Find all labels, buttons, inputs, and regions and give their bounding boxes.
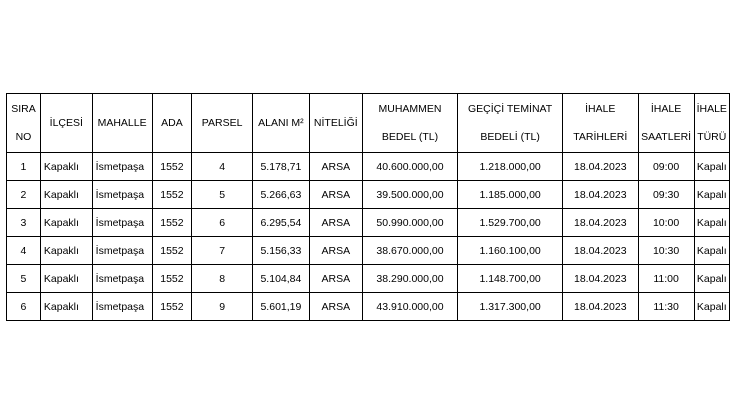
- header-label: MUHAMMEN: [378, 103, 442, 115]
- cell-alan: 6.295,54: [252, 209, 309, 237]
- cell-ihale-tarihi: 18.04.2023: [562, 237, 638, 265]
- header-ihale-tarihleri: [562, 94, 638, 153]
- cell-ihale-turu: Kapalı: [694, 237, 729, 265]
- header-label: PARSEL: [201, 117, 243, 129]
- header-parsel: [192, 94, 253, 153]
- header-label: GEÇİÇİ TEMİNAT: [468, 103, 553, 115]
- cell-nitelik: ARSA: [309, 265, 362, 293]
- cell-ilce: Kapaklı: [40, 153, 92, 181]
- cell-mahalle: İsmetpaşa: [92, 153, 152, 181]
- cell-ada: 1552: [152, 265, 192, 293]
- header-sira-no: [7, 94, 41, 153]
- cell-parsel: 7: [192, 237, 253, 265]
- cell-mahalle: İsmetpaşa: [92, 265, 152, 293]
- cell-ada: 1552: [152, 293, 192, 321]
- table-row: [7, 265, 730, 293]
- cell-gecici-teminat: 1.529.700,00: [458, 209, 563, 237]
- cell-ilce: Kapaklı: [40, 293, 92, 321]
- cell-gecici-teminat: 1.317.300,00: [458, 293, 563, 321]
- header-label: NİTELİĞİ: [313, 117, 358, 129]
- cell-sira-no: 4: [7, 237, 41, 265]
- cell-gecici-teminat: 1.148.700,00: [458, 265, 563, 293]
- table-row: [7, 293, 730, 321]
- header-label: İHALE: [696, 103, 727, 115]
- cell-ihale-saati: 11:30: [638, 293, 694, 321]
- cell-ihale-turu: Kapalı: [694, 181, 729, 209]
- cell-sira-no: 6: [7, 293, 41, 321]
- cell-alan: 5.104,84: [252, 265, 309, 293]
- cell-sira-no: 1: [7, 153, 41, 181]
- cell-alan: 5.156,33: [252, 237, 309, 265]
- header-row: [7, 94, 730, 153]
- cell-sira-no: 2: [7, 181, 41, 209]
- cell-parsel: 4: [192, 153, 253, 181]
- cell-muhammen-bedel: 38.290.000,00: [362, 265, 458, 293]
- cell-parsel: 6: [192, 209, 253, 237]
- auction-table-wrapper: [6, 93, 730, 321]
- cell-nitelik: ARSA: [309, 209, 362, 237]
- cell-ilce: Kapaklı: [40, 237, 92, 265]
- cell-ada: 1552: [152, 237, 192, 265]
- cell-gecici-teminat: 1.160.100,00: [458, 237, 563, 265]
- cell-ada: 1552: [152, 153, 192, 181]
- cell-ihale-turu: Kapalı: [694, 153, 729, 181]
- cell-muhammen-bedel: 43.910.000,00: [362, 293, 458, 321]
- header-label: ADA: [161, 117, 183, 129]
- cell-sira-no: 3: [7, 209, 41, 237]
- header-label: BEDEL (TL): [381, 131, 439, 143]
- cell-mahalle: İsmetpaşa: [92, 181, 152, 209]
- header-label: SAATLERİ: [641, 131, 692, 143]
- cell-ilce: Kapaklı: [40, 181, 92, 209]
- table-row: [7, 209, 730, 237]
- cell-ihale-saati: 09:00: [638, 153, 694, 181]
- header-ada: [152, 94, 192, 153]
- cell-nitelik: ARSA: [309, 237, 362, 265]
- cell-muhammen-bedel: 40.600.000,00: [362, 153, 458, 181]
- table-row: [7, 153, 730, 181]
- header-niteligi: [309, 94, 362, 153]
- cell-mahalle: İsmetpaşa: [92, 293, 152, 321]
- header-alani: [252, 94, 309, 153]
- cell-ihale-turu: Kapalı: [694, 265, 729, 293]
- header-label: TÜRÜ: [697, 131, 727, 143]
- cell-muhammen-bedel: 38.670.000,00: [362, 237, 458, 265]
- cell-ihale-turu: Kapalı: [694, 209, 729, 237]
- header-mahalle: [92, 94, 152, 153]
- cell-ilce: Kapaklı: [40, 209, 92, 237]
- cell-nitelik: ARSA: [309, 181, 362, 209]
- cell-alan: 5.266,63: [252, 181, 309, 209]
- cell-parsel: 8: [192, 265, 253, 293]
- cell-muhammen-bedel: 50.990.000,00: [362, 209, 458, 237]
- header-ilcesi: [40, 94, 92, 153]
- cell-muhammen-bedel: 39.500.000,00: [362, 181, 458, 209]
- header-label: İHALE: [585, 103, 616, 115]
- cell-alan: 5.178,71: [252, 153, 309, 181]
- cell-ihale-saati: 11:00: [638, 265, 694, 293]
- cell-parsel: 9: [192, 293, 253, 321]
- header-gecici-teminat: [458, 94, 563, 153]
- cell-ihale-saati: 09:30: [638, 181, 694, 209]
- auction-table: [6, 93, 730, 321]
- header-label: İHALE: [650, 103, 682, 115]
- cell-parsel: 5: [192, 181, 253, 209]
- header-muhammen-bedel: [362, 94, 458, 153]
- cell-ihale-tarihi: 18.04.2023: [562, 153, 638, 181]
- cell-alan: 5.601,19: [252, 293, 309, 321]
- cell-ihale-saati: 10:30: [638, 237, 694, 265]
- cell-ilce: Kapaklı: [40, 265, 92, 293]
- cell-ihale-turu: Kapalı: [694, 293, 729, 321]
- cell-ihale-tarihi: 18.04.2023: [562, 293, 638, 321]
- cell-ihale-saati: 10:00: [638, 209, 694, 237]
- cell-nitelik: ARSA: [309, 293, 362, 321]
- cell-ada: 1552: [152, 209, 192, 237]
- header-ihale-turu: [694, 94, 729, 153]
- header-label: NO: [15, 131, 32, 143]
- header-ihale-saatleri: [638, 94, 694, 153]
- header-label: TARİHLERİ: [573, 131, 628, 143]
- header-label: SIRA: [11, 103, 36, 115]
- header-label: MAHALLE: [97, 117, 147, 129]
- cell-ihale-tarihi: 18.04.2023: [562, 209, 638, 237]
- cell-ada: 1552: [152, 181, 192, 209]
- cell-nitelik: ARSA: [309, 153, 362, 181]
- cell-gecici-teminat: 1.218.000,00: [458, 153, 563, 181]
- cell-mahalle: İsmetpaşa: [92, 209, 152, 237]
- header-label: ALANI M²: [258, 117, 304, 129]
- cell-ihale-tarihi: 18.04.2023: [562, 181, 638, 209]
- header-label: BEDELİ (TL): [480, 131, 540, 143]
- table-row: [7, 181, 730, 209]
- cell-sira-no: 5: [7, 265, 41, 293]
- table-row: [7, 237, 730, 265]
- header-label: İLÇESİ: [49, 117, 83, 129]
- cell-mahalle: İsmetpaşa: [92, 237, 152, 265]
- cell-gecici-teminat: 1.185.000,00: [458, 181, 563, 209]
- cell-ihale-tarihi: 18.04.2023: [562, 265, 638, 293]
